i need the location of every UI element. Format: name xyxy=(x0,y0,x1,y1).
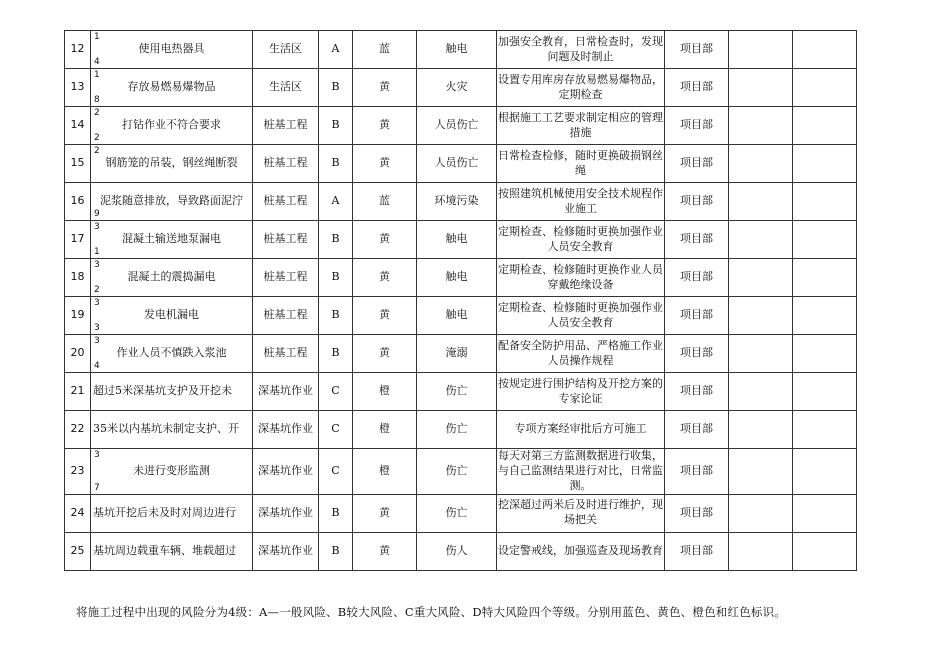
table-row xyxy=(65,449,857,495)
hazard-code-bottom: 4 xyxy=(94,361,100,371)
area-cell: 桩基工程 xyxy=(253,297,319,335)
accident-cell: 伤人 xyxy=(417,532,497,570)
area-cell: 桩基工程 xyxy=(253,183,319,221)
hazard-cell xyxy=(91,31,253,69)
risk-level-cell: B xyxy=(319,532,353,570)
hazard-text: 发电机漏电 xyxy=(144,308,199,322)
hazard-text: 泥浆随意排放，导致路面泥泞 xyxy=(100,194,243,208)
row-number: 18 xyxy=(65,259,91,297)
table-row xyxy=(65,411,857,449)
area-cell: 桩基工程 xyxy=(253,335,319,373)
accident-cell: 环境污染 xyxy=(417,183,497,221)
row-number: 17 xyxy=(65,221,91,259)
hazard-code-bottom: 4 xyxy=(94,57,100,67)
hazard-text: 35米以内基坑未制定支护、开 xyxy=(93,422,239,436)
risk-color-cell: 黄 xyxy=(353,69,417,107)
row-number: 24 xyxy=(65,494,91,532)
hazard-code-bottom: 2 xyxy=(94,133,100,143)
department-cell: 项目部 xyxy=(665,183,729,221)
row-number: 16 xyxy=(65,183,91,221)
hazard-cell xyxy=(91,69,253,107)
area-cell: 桩基工程 xyxy=(253,221,319,259)
blank-cell xyxy=(729,532,793,570)
blank-cell xyxy=(793,107,857,145)
table-row xyxy=(65,183,857,221)
table-row xyxy=(65,335,857,373)
blank-cell xyxy=(729,494,793,532)
hazard-cell xyxy=(91,297,253,335)
blank-cell xyxy=(729,449,793,495)
hazard-cell xyxy=(91,259,253,297)
table-row xyxy=(65,69,857,107)
risk-level-cell: A xyxy=(319,183,353,221)
hazard-code-top: 1 xyxy=(94,70,100,80)
hazard-text: 打钻作业不符合要求 xyxy=(122,118,221,132)
risk-level-cell: B xyxy=(319,145,353,183)
row-number: 23 xyxy=(65,449,91,495)
hazard-text: 作业人员不慎跌入浆池 xyxy=(116,346,227,360)
risk-color-cell: 黄 xyxy=(353,335,417,373)
accident-cell: 伤亡 xyxy=(417,411,497,449)
blank-cell xyxy=(793,411,857,449)
risk-level-cell: B xyxy=(319,259,353,297)
risk-level-cell: B xyxy=(319,335,353,373)
blank-cell xyxy=(729,259,793,297)
department-cell: 项目部 xyxy=(665,297,729,335)
accident-cell: 伤亡 xyxy=(417,373,497,411)
risk-level-cell: B xyxy=(319,69,353,107)
blank-cell xyxy=(793,449,857,495)
hazard-cell xyxy=(91,373,253,411)
table-row xyxy=(65,107,857,145)
blank-cell xyxy=(793,259,857,297)
blank-cell xyxy=(793,145,857,183)
department-cell: 项目部 xyxy=(665,335,729,373)
hazard-text: 未进行变形监测 xyxy=(133,463,210,477)
row-number: 19 xyxy=(65,297,91,335)
department-cell: 项目部 xyxy=(665,532,729,570)
department-cell: 项目部 xyxy=(665,221,729,259)
hazard-text: 使用电热器具 xyxy=(138,42,205,56)
table-row xyxy=(65,259,857,297)
table-row xyxy=(65,373,857,411)
table-row xyxy=(65,494,857,532)
risk-color-cell: 橙 xyxy=(353,449,417,495)
area-cell: 深基坑作业 xyxy=(253,373,319,411)
department-cell: 项目部 xyxy=(665,494,729,532)
hazard-cell xyxy=(91,221,253,259)
department-cell: 项目部 xyxy=(665,69,729,107)
area-cell: 桩基工程 xyxy=(253,107,319,145)
risk-color-cell: 黄 xyxy=(353,494,417,532)
blank-cell xyxy=(729,221,793,259)
blank-cell xyxy=(793,373,857,411)
risk-level-cell: C xyxy=(319,449,353,495)
department-cell: 项目部 xyxy=(665,31,729,69)
area-cell: 桩基工程 xyxy=(253,259,319,297)
blank-cell xyxy=(793,221,857,259)
row-number: 22 xyxy=(65,411,91,449)
accident-cell: 触电 xyxy=(417,297,497,335)
blank-cell xyxy=(793,494,857,532)
hazard-code-bottom: 9 xyxy=(94,209,100,219)
department-cell: 项目部 xyxy=(665,411,729,449)
risk-color-cell: 黄 xyxy=(353,221,417,259)
table-row xyxy=(65,297,857,335)
area-cell: 桩基工程 xyxy=(253,145,319,183)
row-number: 12 xyxy=(65,31,91,69)
row-number: 13 xyxy=(65,69,91,107)
blank-cell xyxy=(729,69,793,107)
risk-level-cell: B xyxy=(319,107,353,145)
accident-cell: 触电 xyxy=(417,31,497,69)
hazard-cell xyxy=(91,107,253,145)
risk-level-cell: A xyxy=(319,31,353,69)
department-cell: 项目部 xyxy=(665,259,729,297)
risk-color-cell: 橙 xyxy=(353,373,417,411)
area-cell: 深基坑作业 xyxy=(253,411,319,449)
risk-table xyxy=(64,30,857,571)
blank-cell xyxy=(729,335,793,373)
blank-cell xyxy=(793,31,857,69)
row-number: 14 xyxy=(65,107,91,145)
row-number: 20 xyxy=(65,335,91,373)
measure-cell: 定期检查、检修随时更换加强作业人员安全教育 xyxy=(497,221,665,259)
measure-cell: 加强安全教育，日常检查时，发现问题及时制止 xyxy=(497,31,665,69)
hazard-cell xyxy=(91,532,253,570)
risk-color-cell: 黄 xyxy=(353,532,417,570)
accident-cell: 火灾 xyxy=(417,69,497,107)
hazard-code-top: 3 xyxy=(94,222,100,232)
measure-cell: 按照建筑机械使用安全技术规程作业施工 xyxy=(497,183,665,221)
area-cell: 生活区 xyxy=(253,31,319,69)
hazard-code-top: 3 xyxy=(94,298,100,308)
hazard-cell xyxy=(91,335,253,373)
table-row xyxy=(65,221,857,259)
blank-cell xyxy=(729,183,793,221)
risk-color-cell: 黄 xyxy=(353,259,417,297)
risk-level-note: 将施工过程中出现的风险分为4级：A—一般风险、B较大风险、C重大风险、D特大风险四个等级。分别用蓝色、黄色、橙色和红色标识。 xyxy=(76,605,786,619)
risk-color-cell: 蓝 xyxy=(353,183,417,221)
risk-level-cell: B xyxy=(319,494,353,532)
department-cell: 项目部 xyxy=(665,449,729,495)
hazard-code-top: 2 xyxy=(94,108,100,118)
risk-color-cell: 蓝 xyxy=(353,31,417,69)
hazard-text: 混凝土的震捣漏电 xyxy=(127,270,216,284)
blank-cell xyxy=(729,297,793,335)
hazard-cell xyxy=(91,411,253,449)
blank-cell xyxy=(793,69,857,107)
measure-cell: 配备安全防护用品、严格施工作业人员操作规程 xyxy=(497,335,665,373)
hazard-text: 超过5米深基坑支护及开挖未 xyxy=(93,384,232,398)
row-number: 25 xyxy=(65,532,91,570)
hazard-text: 存放易燃易爆物品 xyxy=(127,80,216,94)
blank-cell xyxy=(793,297,857,335)
area-cell: 深基坑作业 xyxy=(253,494,319,532)
measure-cell: 挖深超过两米后及时进行维护，现场把关 xyxy=(497,494,665,532)
hazard-text: 基坑开挖后未及时对周边进行 xyxy=(93,505,236,519)
hazard-code-bottom: 8 xyxy=(94,95,100,105)
hazard-code-bottom: 2 xyxy=(94,285,100,295)
risk-color-cell: 黄 xyxy=(353,297,417,335)
blank-cell xyxy=(793,335,857,373)
hazard-cell xyxy=(91,449,253,495)
blank-cell xyxy=(729,145,793,183)
measure-cell: 定期检查、检修随时更换加强作业人员安全教育 xyxy=(497,297,665,335)
blank-cell xyxy=(793,532,857,570)
risk-level-cell: C xyxy=(319,411,353,449)
blank-cell xyxy=(793,183,857,221)
risk-level-cell: B xyxy=(319,221,353,259)
measure-cell: 日常检查检修，随时更换破损钢丝绳 xyxy=(497,145,665,183)
hazard-cell xyxy=(91,494,253,532)
measure-cell: 每天对第三方监测数据进行收集，与自己监测结果进行对比，日常监测。 xyxy=(497,449,665,495)
accident-cell: 人员伤亡 xyxy=(417,145,497,183)
table-row xyxy=(65,31,857,69)
row-number: 15 xyxy=(65,145,91,183)
hazard-code-top: 3 xyxy=(94,260,100,270)
row-number: 21 xyxy=(65,373,91,411)
measure-cell: 专项方案经审批后方可施工 xyxy=(497,411,665,449)
blank-cell xyxy=(729,373,793,411)
table-row xyxy=(65,145,857,183)
accident-cell: 人员伤亡 xyxy=(417,107,497,145)
blank-cell xyxy=(729,31,793,69)
hazard-cell xyxy=(91,183,253,221)
risk-level-cell: B xyxy=(319,297,353,335)
measure-cell: 定期检查、检修随时更换作业人员穿戴绝缘设备 xyxy=(497,259,665,297)
area-cell: 生活区 xyxy=(253,69,319,107)
accident-cell: 伤亡 xyxy=(417,494,497,532)
hazard-text: 混凝土输送地泵漏电 xyxy=(122,232,221,246)
blank-cell xyxy=(729,411,793,449)
hazard-code-top: 2 xyxy=(94,146,100,156)
risk-color-cell: 黄 xyxy=(353,145,417,183)
risk-level-cell: C xyxy=(319,373,353,411)
department-cell: 项目部 xyxy=(665,373,729,411)
hazard-code-bottom: 1 xyxy=(94,247,100,257)
risk-color-cell: 黄 xyxy=(353,107,417,145)
area-cell: 深基坑作业 xyxy=(253,532,319,570)
hazard-text: 钢筋笼的吊装，钢丝绳断裂 xyxy=(105,156,238,170)
measure-cell: 设置专用库房存放易燃易爆物品，定期检查 xyxy=(497,69,665,107)
area-cell: 深基坑作业 xyxy=(253,449,319,495)
hazard-code-bottom: 7 xyxy=(94,482,100,493)
measure-cell: 根据施工工艺要求制定相应的管理措施 xyxy=(497,107,665,145)
hazard-code-top: 1 xyxy=(94,32,100,42)
risk-color-cell: 橙 xyxy=(353,411,417,449)
department-cell: 项目部 xyxy=(665,145,729,183)
measure-cell: 设定警戒线，加强巡查及现场教育 xyxy=(497,532,665,570)
department-cell: 项目部 xyxy=(665,107,729,145)
hazard-code-top: 3 xyxy=(94,336,100,346)
measure-cell: 按规定进行围护结构及开挖方案的专家论证 xyxy=(497,373,665,411)
accident-cell: 触电 xyxy=(417,259,497,297)
blank-cell xyxy=(729,107,793,145)
hazard-code-top: 3 xyxy=(94,450,100,460)
accident-cell: 触电 xyxy=(417,221,497,259)
hazard-cell xyxy=(91,145,253,183)
hazard-text: 基坑周边载重车辆、堆载超过 xyxy=(93,543,236,557)
accident-cell: 伤亡 xyxy=(417,449,497,495)
accident-cell: 淹溺 xyxy=(417,335,497,373)
table-row xyxy=(65,532,857,570)
hazard-code-bottom: 3 xyxy=(94,323,100,333)
